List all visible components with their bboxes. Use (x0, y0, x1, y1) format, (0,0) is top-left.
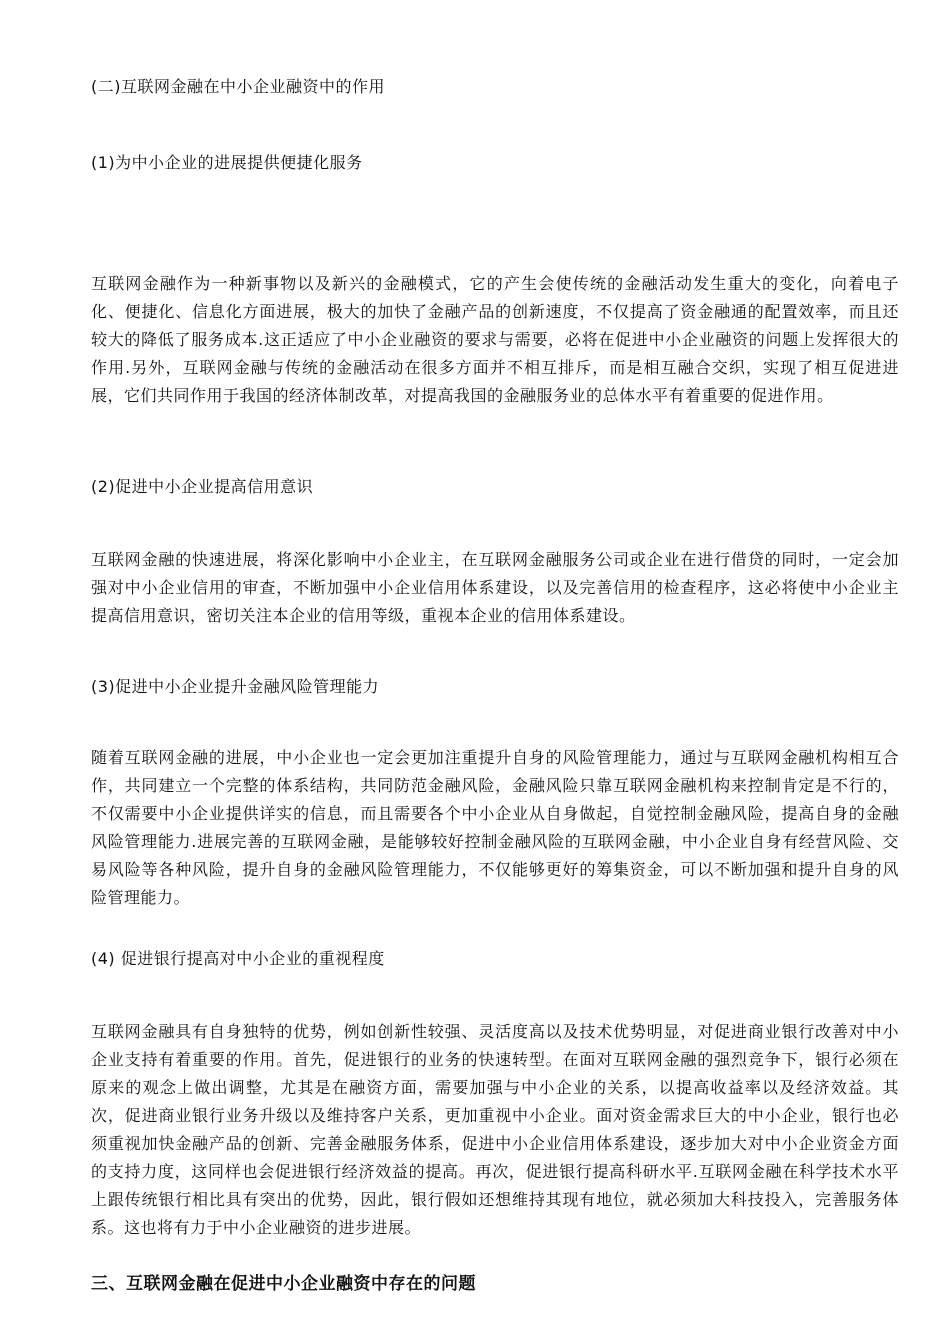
item-3-heading: (3)促进中小企业提升金融风险管理能力 (91, 677, 380, 696)
item-3-paragraph (91, 744, 899, 912)
item-1-heading: (1)为中小企业的进展提供便捷化服务 (91, 153, 363, 172)
subsection-title: (二)互联网金融在中小企业融资中的作用 (91, 77, 385, 96)
item-1-paragraph (91, 270, 899, 410)
item-4-body: 互联网金融具有自身独特的优势，例如创新性较强、灵活度高以及技术优势明显，对促进商业银行改善对中小企业支持有着重要的作用。首先，促进银行的业务的快速转型。在面对互联网金融的强烈竞争下，银行必须在原来的观念上做出调整，尤其是在融资方面，需要加强与中小企业的关系，以提高收益率以及经济效益。其次，促进商业银行业务升级以及维持客户关系，更加重视中小企业。面对资金需求巨大的中小企业，银行也必须重视加快金融产品的创新、完善金融服务体系，促进中小企业信用体系建设，逐步加大对中小企业资金方面的支持力度，这同样也会促进银行经济效益的提高。再次，促进银行提高科研水平.互联网金融在科学技术水平上跟传统银行相比具有突出的优势，因此，银行假如还想维持其现有地位，就必须加大科技投入，完善服务体系。这也将有力于中小企业融资的进步进展。 (91, 1022, 899, 1237)
item-1-body: 互联网金融作为一种新事物以及新兴的金融模式，它的产生会使传统的金融活动发生重大的变化，向着电子化、便捷化、信息化方面进展，极大的加快了金融产品的创新速度，不仅提高了资金融通的配置效率，而且还较大的降低了服务成本.这正适应了中小企业融资的要求与需要，必将在促进中小企业融资的问题上发挥很大的作用.另外，互联网金融与传统的金融活动在很多方面并不相互排斥，而是相互融合交织，实现了相互促进进展，它们共同作用于我国的经济体制改革，对提高我国的金融服务业的总体水平有着重要的促进作用。 (91, 274, 899, 405)
item-4-heading: (4) 促进银行提高对中小企业的重视程度 (91, 949, 385, 968)
item-2-body: 互联网金融的快速进展，将深化影响中小企业主，在互联网金融服务公司或企业在进行借贷的同时，一定会加强对中小企业信用的审查，不断加强中小企业信用体系建设，以及完善信用的检查程序，这必将使中小企业主提高信用意识，密切关注本企业的信用等级，重视本企业的信用体系建设。 (91, 550, 899, 625)
item-2-heading: (2)促进中小企业提高信用意识 (91, 477, 314, 496)
section-title: 三、互联网金融在促进中小企业融资中存在的问题 (91, 1274, 476, 1294)
item-4-paragraph (91, 1018, 899, 1242)
item-3-body: 随着互联网金融的进展，中小企业也一定会更加注重提升自身的风险管理能力，通过与互联网金融机构相互合作，共同建立一个完整的体系结构，共同防范金融风险，金融风险只靠互联网金融机构来控制肯定是不行的，不仅需要中小企业提供详实的信息，而且需要各个中小企业从自身做起，自觉控制金融风险，提高自身的金融风险管理能力.进展完善的互联网金融，是能够较好控制金融风险的互联网金融，中小企业自身有经营风险、交易风险等各种风险，提升自身的金融风险管理能力，不仅能够更好的筹集资金，可以不断加强和提升自身的风险管理能力。 (91, 748, 899, 907)
item-2-paragraph (91, 546, 899, 630)
